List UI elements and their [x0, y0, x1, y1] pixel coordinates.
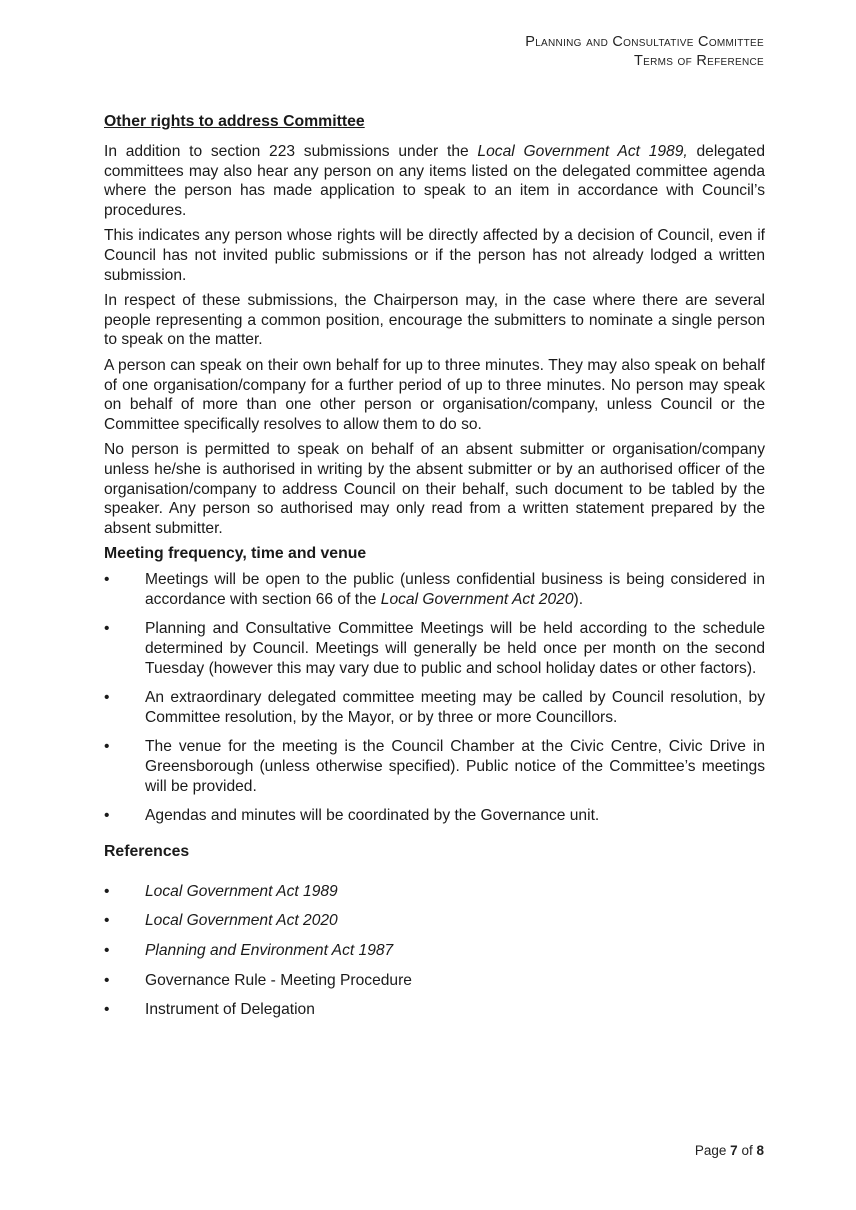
act-citation: Local Government Act 2020 — [380, 590, 574, 608]
bullet-icon: • — [104, 738, 110, 756]
page-label: Page — [694, 1143, 727, 1158]
bullet-icon: • — [104, 807, 110, 825]
bullet-icon: • — [104, 942, 110, 959]
text-run: In addition to section 223 submissions under the — [104, 143, 478, 160]
reference-item — [104, 911, 765, 931]
meeting-bullet-list — [104, 570, 765, 826]
bullet-icon: • — [104, 620, 110, 638]
paragraph-rights-affected: This indicates any person whose rights will be directly affected by a decision of Council, even if Council has not invited public submissions or if the person has not already lodged a written submission. — [104, 227, 765, 284]
page-of-label: of — [741, 1143, 753, 1158]
bullet-icon: • — [104, 912, 110, 930]
heading-other-rights: Other rights to address Committee — [104, 113, 365, 130]
document-body — [104, 112, 765, 1030]
reference-item — [104, 882, 765, 902]
heading-references: References — [104, 842, 190, 860]
paragraph-chairperson: In respect of these submissions, the Chairperson may, in the case where there are several people representing a common position, encourage the submitters to nominate a single person to speak on the matter. — [104, 292, 765, 349]
reference-title: Planning and Environment Act 1987 — [145, 942, 394, 959]
page-footer — [695, 1143, 764, 1158]
bullet-icon: • — [104, 689, 110, 707]
page-header — [525, 33, 764, 71]
text-run: Planning and Consultative Committee Meetings will be held according to the schedule determined by Council. Meetings will generally be held once per month on the second Tuesday (however this may vary due to public and school holiday dates or other factors). — [145, 620, 765, 677]
reference-title: Local Government Act 2020 — [145, 912, 338, 930]
reference-title: Local Government Act 1989 — [145, 882, 338, 900]
reference-title: Instrument of Delegation — [145, 1001, 315, 1019]
paragraph-section-223 — [104, 142, 765, 220]
reference-title: Governance Rule - Meeting Procedure — [145, 971, 412, 989]
reference-item — [104, 971, 765, 991]
header-committee-name: Planning and Consultative Committee — [525, 34, 764, 50]
text-run: Agendas and minutes will be coordinated by the Governance unit. — [145, 807, 600, 825]
text-run: Meetings will be open to the public (unless confidential business is being considered in accordance with section 66 of the — [145, 571, 765, 608]
list-item — [104, 570, 765, 609]
paragraph-absent-submitter: No person is permitted to speak on behalf of an absent submitter or organisation/company unless he/she is authorised in writing by the absent submitter or by an authorised officer of the organisation/company to address Council on their behalf, such document to be tabled by the speaker. Any person so authorised may only read from a written statement prepared by the absent submitter. — [104, 441, 765, 537]
bullet-icon: • — [104, 571, 110, 589]
bullet-icon: • — [104, 1001, 110, 1019]
text-run: ). — [573, 590, 584, 608]
header-document-title: Terms of Reference — [633, 53, 764, 69]
list-item — [104, 688, 765, 727]
bullet-icon: • — [104, 882, 110, 900]
text-run: An extraordinary delegated committee meeting may be called by Council resolution, by Committee resolution, by the Mayor, or by three or more Councillors. — [145, 689, 765, 726]
list-item — [104, 806, 765, 826]
act-citation: Local Government Act 1989, — [477, 143, 688, 160]
paragraph-speaking-time: A person can speak on their own behalf for up to three minutes. They may also speak on behalf of one organisation/company for a further period of up to three minutes. No person may speak on behalf of more than one other person or organisation/company, unless Council or the Committee specifically resolves to allow them to do so. — [104, 356, 765, 433]
references-list — [104, 882, 765, 1020]
page-total: 8 — [756, 1143, 764, 1158]
list-item — [104, 619, 765, 678]
list-item — [104, 737, 765, 796]
text-run: The venue for the meeting is the Council Chamber at the Civic Centre, Civic Drive in Greensborough (unless otherwise specified). Public notice of the Committee’s meetings will be provided. — [145, 738, 765, 795]
page-current: 7 — [730, 1143, 738, 1158]
reference-item — [104, 941, 765, 961]
text-run: delegated committees may also hear any person on any items listed on the delegated committee agenda where the person has made application to speak to an item in accordance with Council’s procedures. — [104, 143, 765, 219]
heading-meeting-frequency: Meeting frequency, time and venue — [104, 545, 367, 563]
bullet-icon: • — [104, 971, 110, 989]
reference-item — [104, 1000, 765, 1020]
